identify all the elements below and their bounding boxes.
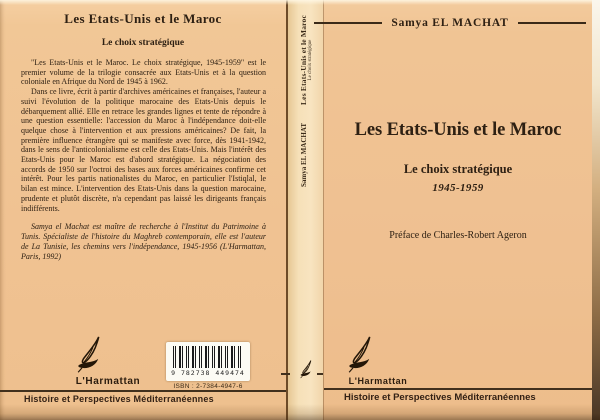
- front-title: Les Etats-Unis et le Maroc: [354, 120, 562, 140]
- back-paragraph-2: Dans ce livre, écrit à partir d'archives américaines et françaises, l'auteur a suivi l'évolution de la politique marocaine des Etats-Unis depuis le débarquement allié. Elle en retrace les grandes lignes et tente de répondre à une question essentielle: l'accession du Maroc à l'indépendance doit-elle quelque chose à l'intervention et aux pressions américaines? De fait, la première influence étrangère qui se manifeste avec force, dès 1941-1942, dans le sens de l'anticolonialisme est celle des Etats-Unis. Mais l'intérêt des Etats-Unis pour le Maroc est d'abord stratégique. La négociation des accords de 1950 sur l'octroi des bases aux forces américaines confirme cet intérêt. Pour les partis nationalistes du Maroc, en particulier l'Istiqlal, le bilan est mince. L'intervention des Etats-Unis dans la question marocaine, prudente et plutôt discrète, n'a cependant pas laissé les dirigeants français indifférents.: [21, 87, 266, 213]
- barcode-number: 9 782738 449474: [171, 369, 245, 377]
- publisher-name: L'Harmattan: [348, 376, 408, 386]
- front-years: 1945-1959: [432, 182, 484, 194]
- barcode-bars: [173, 346, 243, 368]
- spine-rule-left: [281, 373, 290, 375]
- spine-title-block: [299, 8, 315, 112]
- author-bio: Samya el Machat est maître de recherche à l'Institut du Patrimoine à Tunis. Spécialiste de l'histoire du Maghreb contemporain, elle est l'auteur de La Tunisie, les chemins vers l'indépendance, 1945-1956 (L'Harmattan, Paris, 1992): [21, 222, 266, 262]
- back-subtitle: Le choix stratégique: [101, 38, 185, 48]
- barcode: [166, 342, 250, 381]
- preface-credit: Préface de Charles-Robert Ageron: [389, 230, 527, 241]
- front-bottom-rule: [324, 388, 593, 390]
- lharmattan-bird-icon: [72, 335, 112, 377]
- author-rule-left: [314, 22, 382, 24]
- spine-author: Samya EL MACHAT: [300, 122, 308, 187]
- collection-name: Histoire et Perspectives Méditerranéennes: [24, 394, 214, 404]
- isbn-text: ISBN : 2-7384-4947-6: [173, 383, 243, 390]
- spine: [286, 0, 323, 420]
- back-bottom-rule: [0, 390, 286, 392]
- front-author-row: [314, 17, 586, 29]
- author-rule-right: [518, 22, 586, 24]
- spine-subtitle: Le choix stratégique: [308, 39, 313, 81]
- lharmattan-bird-icon: [298, 357, 317, 383]
- back-paragraph-1: "Les Etats-Unis et le Maroc. Le choix stratégique, 1945-1959" est le premier volume de la trilogie consacrée aux Etats-Unis et à la question coloniale en Afrique du Nord de 1945 à 1962.: [21, 58, 266, 87]
- front-author: Samya EL MACHAT: [391, 17, 509, 29]
- back-blurb: [21, 58, 266, 262]
- spine-title: Les Etats-Unis et le Maroc: [299, 14, 308, 106]
- publisher-name: L'Harmattan: [75, 376, 141, 387]
- front-subtitle: Le choix stratégique: [403, 162, 513, 176]
- lharmattan-bird-icon: [343, 335, 383, 377]
- front-cover: [323, 0, 592, 420]
- back-title: Les Etats-Unis et le Maroc: [64, 11, 222, 26]
- back-cover: [0, 0, 286, 420]
- collection-name: Histoire et Perspectives Méditerranéennes: [344, 392, 536, 403]
- book-page-edge: [592, 0, 600, 420]
